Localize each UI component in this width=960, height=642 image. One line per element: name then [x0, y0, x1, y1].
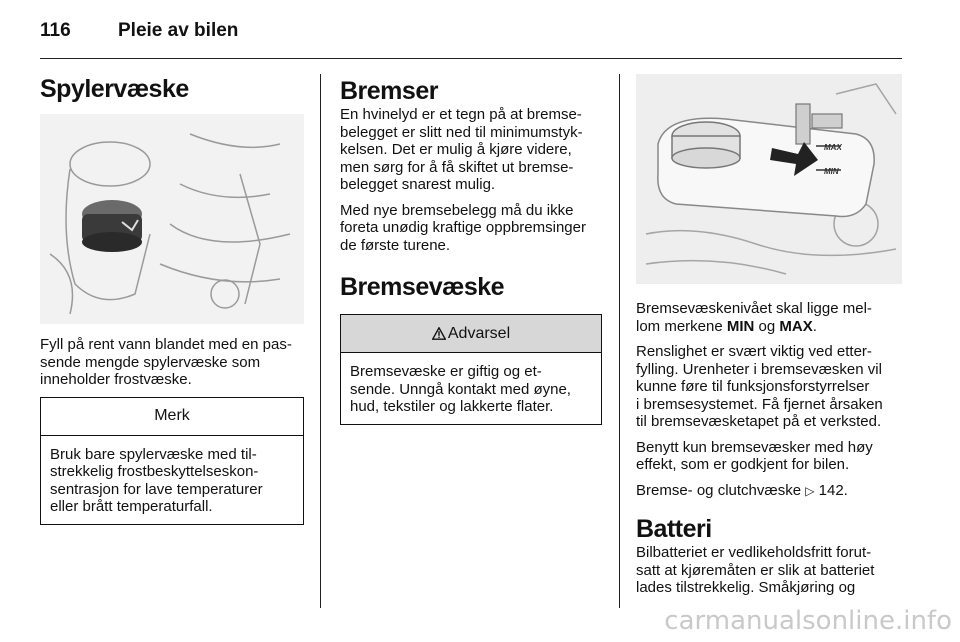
- brake-reservoir-drawing: [636, 74, 902, 284]
- warning-box: [340, 314, 602, 425]
- column-brakes: [340, 74, 602, 425]
- page-number: 116: [40, 20, 71, 41]
- section-heading-brakes: Bremser: [340, 77, 438, 105]
- page-reference-arrow-icon: ▷: [805, 483, 815, 498]
- column-brake-fluid-continued: [636, 74, 902, 605]
- brakes-paragraph-2: Med nye bremsebelegg må du ikke foreta unødig kraftige oppbremsinger de første turene.: [340, 201, 586, 254]
- header-rule: [40, 58, 902, 59]
- warning-body: Bremsevæske er giftig og et- sende. Unngå kontakt med øyne, hud, tekstiler og lakkerte flater.: [350, 363, 571, 415]
- warning-title: Advarsel: [447, 324, 511, 342]
- section-heading-washer-fluid: Spylervæske: [40, 75, 189, 103]
- section-heading-brake-fluid: Bremsevæske: [340, 273, 505, 301]
- approved-fluids-paragraph: Benytt kun bremsevæsker med høy effekt, som er godkjent for bilen.: [636, 438, 873, 473]
- note-box: [40, 397, 304, 525]
- min-mark-text: MIN: [726, 317, 755, 335]
- chapter-title: Pleie av bilen: [118, 20, 239, 41]
- warning-header: [341, 315, 601, 353]
- max-mark-label: MAX: [824, 143, 842, 152]
- column-washer-fluid: [40, 74, 304, 525]
- min-mark-label: MIN: [824, 167, 839, 176]
- cleanliness-paragraph: Renslighet er svært viktig ved etter- fylling. Urenheter i bremsevæsken vil kunne føre til funksjonsforstyrrelser i bremsesystemet. Få fjernet årsaken til bremsevæsketapet på et verksted.: [636, 343, 883, 430]
- note-body: Bruk bare spylervæske med til- strekkelig frostbeskyttelseskon- sentrasjon for lave temperaturer eller brått temperaturfall.: [50, 445, 263, 515]
- brake-level-paragraph: Bremsevæskenivået skal ligge mel- lom merkene MIN og MAX.: [636, 300, 872, 335]
- note-title: Merk: [41, 398, 303, 436]
- washer-reservoir-illustration: [40, 114, 304, 324]
- watermark: carmanualsonline.info: [664, 606, 952, 636]
- brake-fluid-reservoir-illustration: [636, 74, 902, 284]
- battery-paragraph: Bilbatteriet er vedlikeholdsfritt forut- satt at kjøremåten er slik at batteriet lades tilstrekkelig. Småkjøring og: [636, 544, 875, 596]
- section-heading-battery: Batteri: [636, 515, 712, 543]
- page-header: [40, 18, 902, 46]
- max-mark-text: MAX: [779, 317, 813, 335]
- column-divider: [619, 74, 620, 608]
- brakes-paragraph-1: En hvinelyd er et tegn på at bremse- belegget er slitt ned til minimumstyk- kelsen. Det er mulig å kjøre videre, men sørg for å få skiftet ut bremse- belegget snarest mulig.: [340, 106, 583, 193]
- warning-triangle-icon: [432, 327, 446, 340]
- washer-fluid-paragraph: Fyll på rent vann blandet med en pas- sende mengde spylervæske som inneholder frostvæske.: [40, 336, 292, 388]
- column-divider: [320, 74, 321, 608]
- washer-reservoir-drawing: [40, 114, 304, 324]
- cross-reference-paragraph: Bremse- og clutchvæske ▷ 142.: [636, 481, 848, 499]
